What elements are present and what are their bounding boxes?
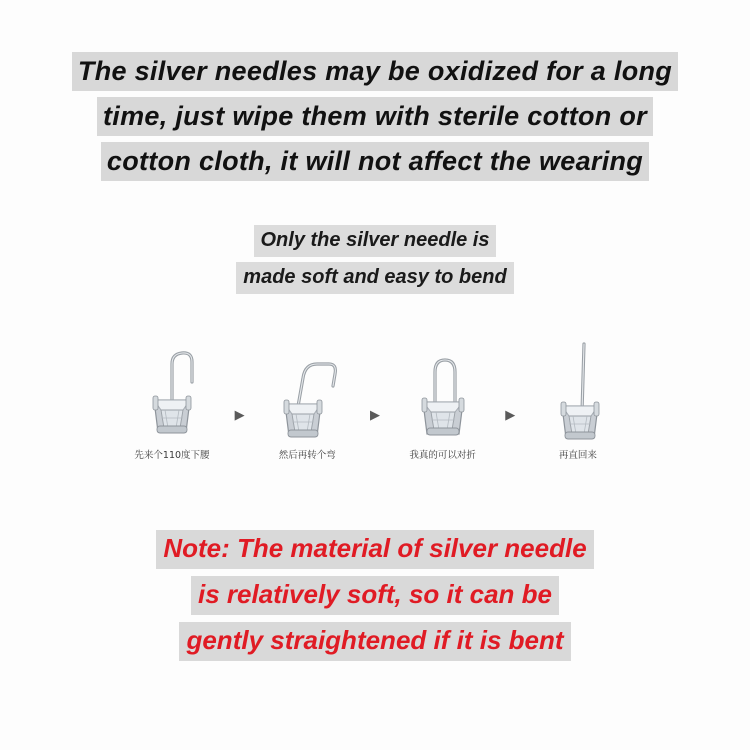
subhead-block <box>0 225 750 299</box>
arrow-icon: ▶ <box>234 407 245 422</box>
earring-post-bent-110-icon <box>120 320 224 450</box>
headline-block <box>0 52 750 187</box>
earring-post-straight-icon <box>526 320 630 450</box>
step-item <box>526 320 630 462</box>
step-sequence <box>120 320 630 485</box>
step-caption: 先来个110度下腰 <box>134 450 210 461</box>
earring-post-folded-icon <box>391 320 495 450</box>
step-caption: 我真的可以对折 <box>409 450 476 461</box>
earring-illustration-2 <box>255 320 359 450</box>
headline-line-3: cotton cloth, it will not affect the wearing <box>101 142 649 181</box>
headline-line-2: time, just wipe them with sterile cotton or <box>97 97 653 136</box>
earring-post-bent-hook-icon <box>255 320 359 450</box>
earring-illustration-4 <box>526 320 630 450</box>
earring-illustration-1 <box>120 320 224 450</box>
earring-illustration-3 <box>391 320 495 450</box>
subhead-line-2: made soft and easy to bend <box>236 262 513 294</box>
step-caption: 再直回来 <box>558 450 597 461</box>
step-item <box>120 320 224 462</box>
arrow-icon: ▶ <box>369 407 380 422</box>
step-item <box>255 320 359 462</box>
step-caption: 然后再转个弯 <box>278 450 336 461</box>
step-item <box>391 320 495 462</box>
note-line-1: Note: The material of silver needle <box>156 530 593 569</box>
subhead-line-1: Only the silver needle is <box>254 225 497 257</box>
note-line-3: gently straightened if it is bent <box>179 622 570 661</box>
note-line-2: is relatively soft, so it can be <box>191 576 559 615</box>
arrow-icon: ▶ <box>505 407 516 422</box>
note-block <box>0 530 750 668</box>
headline-line-1: The silver needles may be oxidized for a long <box>72 52 678 91</box>
